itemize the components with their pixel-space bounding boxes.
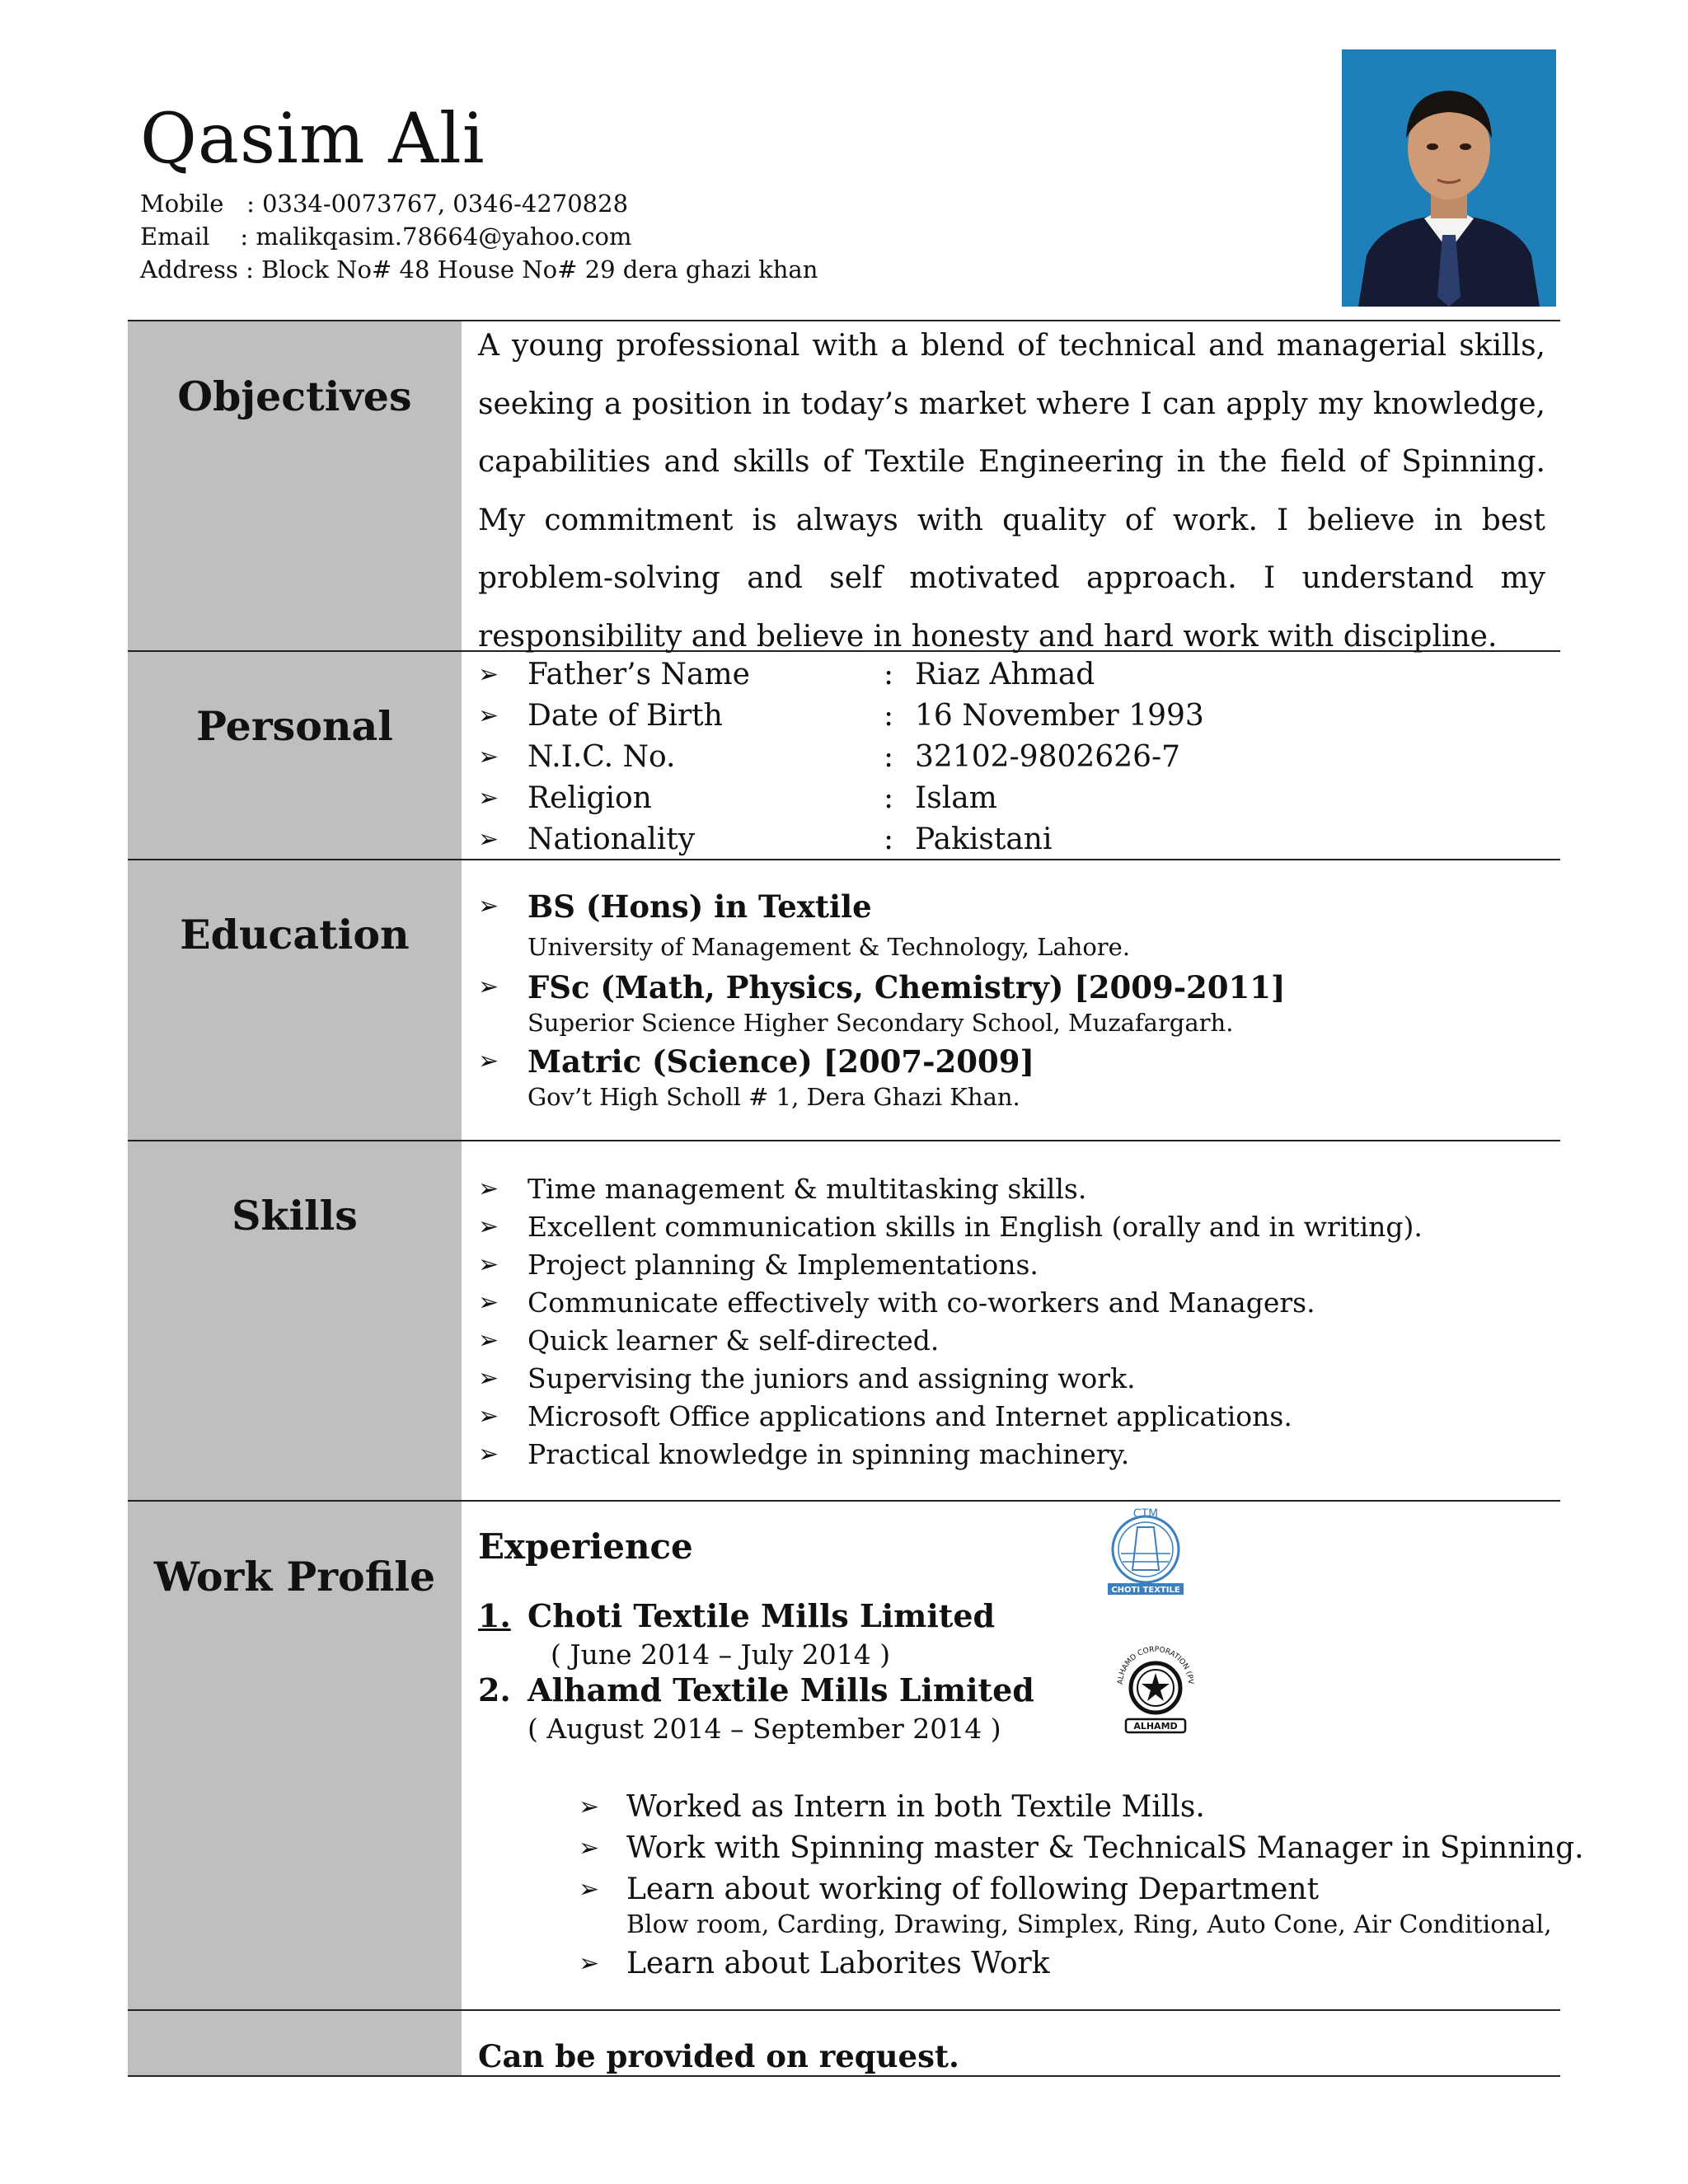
alhamd-logo [1111,1633,1200,1739]
arrow-bullet-icon: ➢ [478,825,499,854]
arrow-bullet-icon: ➢ [579,1793,600,1821]
arrow-bullet-icon: ➢ [478,701,499,730]
skill-item: Microsoft Office applications and Internet applications. [528,1400,1292,1432]
work-point: Learn about Laborites Work [626,1947,1050,1980]
colon-separator: : [884,823,894,856]
profile-photo [1342,49,1556,307]
colon-separator: : [884,781,894,815]
work-point: Work with Spinning master & TechnicalS Manager in Spinning. [626,1831,1584,1865]
arrow-bullet-icon: ➢ [579,1875,600,1904]
personal-heading: Personal [196,702,393,750]
skill-item: Project planning & Implementations. [528,1249,1039,1281]
education-label-cell [128,860,462,1141]
education-degree: BS (Hons) in Textile [528,888,872,925]
alhamd-logo-icon [1111,1633,1200,1739]
objectives-text: A young professional with a blend of technical and managerial skills, seeking a position in today’s market where I can apply my knowledge, capabilities and skills of Textile Engineering in the field of Spinning. My commitment is always with quality of work. I believe in best problem-solving and self motivated approach. I understand my responsibility and believe in honesty and hard work with discipline. [478,329,1545,654]
colon-separator: : [884,699,894,733]
company-dates: ( August 2014 – September 2014 ) [528,1713,1001,1745]
address-line: Address : Block No# 48 House No# 29 dera ghazi khan [140,255,818,284]
logo-caption: CHOTI TEXTILE [1111,1586,1180,1595]
arrow-bullet-icon: ➢ [579,1834,600,1863]
person-portrait-icon [1342,49,1556,307]
colon-separator: : [884,740,894,774]
skill-item: Quick learner & self-directed. [528,1324,940,1357]
company-name: Alhamd Textile Mills Limited [528,1671,1034,1708]
arrow-bullet-icon: ➢ [478,1364,499,1393]
arrow-bullet-icon: ➢ [478,1212,499,1241]
education-institution: Superior Science Higher Secondary School, Muzafargarh. [528,1009,1234,1037]
company-number: 2. [478,1671,511,1708]
personal-label-cell [128,652,462,860]
references-text: Can be provided on request. [478,2038,959,2074]
section-divider [128,2075,1560,2077]
skill-item: Communicate effectively with co-workers and Managers. [528,1286,1315,1319]
choti-textile-logo-icon [1104,1504,1187,1596]
personal-value: 16 November 1993 [915,699,1204,733]
choti-textile-logo [1104,1504,1187,1596]
mobile-line: Mobile : 0334-0073767, 0346-4270828 [140,190,629,218]
skill-item: Practical knowledge in spinning machinery. [528,1438,1130,1470]
education-institution: Gov’t High Scholl # 1, Dera Ghazi Khan. [528,1083,1020,1111]
number-underline [499,1597,528,1634]
section-divider [128,2009,1560,2011]
work-point: Learn about working of following Department [626,1872,1320,1906]
education-institution: University of Management & Technology, Lahore. [528,933,1131,961]
section-divider [128,1140,1560,1141]
company-number: 1. [478,1597,511,1634]
company-dates: ( June 2014 – July 2014 ) [551,1638,891,1671]
arrow-bullet-icon: ➢ [478,892,499,921]
departments-list: Blow room, Carding, Drawing, Simplex, Ring, Auto Cone, Air Conditional, [626,1910,1552,1939]
personal-value: Riaz Ahmad [915,658,1095,691]
references-label-cell [128,2011,462,2077]
education-degree: FSc (Math, Physics, Chemistry) [2009-2011] [528,969,1286,1005]
objectives-heading: Objectives [177,373,412,420]
arrow-bullet-icon: ➢ [478,1440,499,1469]
arrow-bullet-icon: ➢ [478,1047,499,1076]
work-point: Worked as Intern in both Textile Mills. [626,1790,1205,1824]
personal-value: Pakistani [915,823,1053,856]
skills-heading: Skills [232,1192,358,1240]
personal-value: 32102-9802626-7 [915,740,1181,774]
work-profile-heading: Work Profile [153,1553,436,1601]
skill-item: Supervising the juniors and assigning work. [528,1362,1136,1394]
education-heading: Education [180,911,410,958]
personal-label: Date of Birth [528,699,723,733]
education-degree: Matric (Science) [2007-2009] [528,1043,1035,1080]
skill-item: Excellent communication skills in English (orally and in writing). [528,1211,1423,1243]
logo-ring-text: ALHAMD CORPORATION (PV [1116,1645,1195,1685]
arrow-bullet-icon: ➢ [478,1250,499,1279]
arrow-bullet-icon: ➢ [478,1402,499,1431]
candidate-name: Qasim Ali [140,98,485,179]
arrow-bullet-icon: ➢ [478,1174,499,1203]
skill-item: Time management & multitasking skills. [528,1173,1087,1205]
arrow-bullet-icon: ➢ [478,784,499,813]
section-divider [128,1500,1560,1502]
personal-label: Father’s Name [528,658,750,691]
section-divider [128,859,1560,860]
objectives-label-cell [128,321,462,651]
personal-label: N.I.C. No. [528,740,676,774]
logo-mark-text: CTM [1132,1507,1159,1521]
arrow-bullet-icon: ➢ [478,660,499,689]
colon-separator: : [884,658,894,691]
email-line: Email : malikqasim.78664@yahoo.com [140,223,632,251]
arrow-bullet-icon: ➢ [478,972,499,1001]
personal-label: Nationality [528,823,696,856]
arrow-bullet-icon: ➢ [579,1949,600,1978]
personal-label: Religion [528,781,652,815]
company-name: Choti Textile Mills Limited [528,1597,996,1634]
logo-caption: ALHAMD [1133,1721,1178,1732]
arrow-bullet-icon: ➢ [478,1288,499,1317]
arrow-bullet-icon: ➢ [478,743,499,771]
experience-heading: Experience [478,1526,693,1567]
arrow-bullet-icon: ➢ [478,1326,499,1355]
personal-value: Islam [915,781,997,815]
